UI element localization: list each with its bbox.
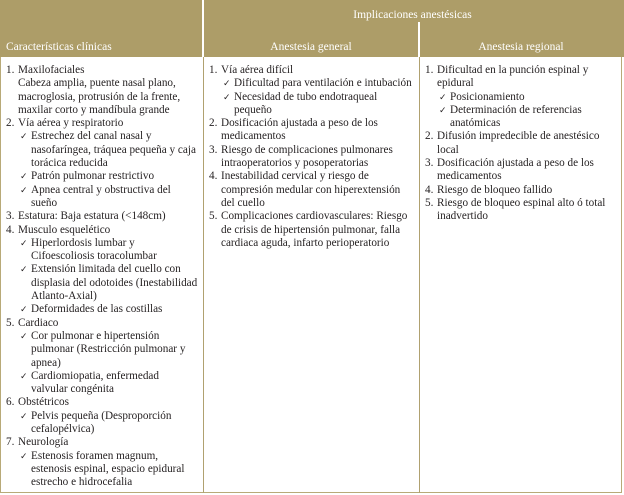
item-number: 4.: [425, 183, 434, 196]
sub-item: [6, 263, 198, 303]
item-text: Difusión impredecible de anestésico local: [437, 130, 600, 156]
item-number: 5.: [209, 210, 218, 223]
item-number: 7.: [6, 436, 15, 449]
item-number: 4.: [6, 223, 15, 236]
sub-item-text: Determinación de referencias anatómicas: [450, 103, 582, 130]
item-text: Vía aérea y respiratorio: [18, 117, 124, 130]
check-icon: ✓: [20, 304, 28, 315]
list-item: [6, 117, 198, 130]
check-icon: ✓: [20, 450, 28, 461]
list-item: [209, 144, 415, 171]
sub-item-text: Hiperlordosis lumbar y Cifoescoliosis toracolumbar: [31, 236, 157, 263]
item-text: Complicaciones cardiovasculares: Riesgo de crisis de hipertensión pulmonar, falla cardiaca aguda, infarto perioperatorio: [221, 210, 408, 249]
header-divider: [202, 0, 204, 57]
header-divider: [418, 22, 420, 57]
check-icon: ✓: [20, 237, 28, 248]
item-number: 2.: [425, 130, 434, 143]
check-icon: ✓: [20, 184, 28, 195]
list-item: [425, 184, 617, 197]
sub-item: [6, 170, 198, 183]
sub-item-text: Necesidad de tubo endotraqueal pequeño: [234, 90, 378, 116]
sub-item: [6, 330, 198, 370]
sub-item-text: Patrón pulmonar restrictivo: [31, 170, 155, 183]
check-icon: ✓: [20, 370, 28, 381]
list-item: [209, 210, 415, 250]
check-icon: ✓: [20, 171, 28, 182]
item-text: Vía aérea difícil: [221, 64, 294, 76]
item-text: Inestabilidad cervical y riesgo de compresión medular con hiperextensión del cuello: [221, 170, 401, 209]
header-regional: Anestesia regional: [478, 41, 564, 53]
item-text: Estatura: Baja estatura (<148cm): [18, 210, 166, 223]
check-icon: ✓: [20, 330, 28, 341]
item-text: Riesgo de bloqueo espinal alto ó total inadvertido: [437, 196, 606, 223]
column-divider: [203, 57, 204, 493]
sub-item: [6, 237, 198, 264]
sub-item: [209, 91, 415, 118]
item-number: 3.: [6, 210, 15, 223]
header-general: Anestesia general: [270, 41, 352, 53]
general-column: [209, 64, 415, 250]
item-text: Obstétricos: [18, 396, 69, 409]
item-number: 2.: [6, 117, 15, 130]
regional-column: [425, 64, 617, 224]
header-group-title: Implicaciones anestésicas: [353, 9, 472, 21]
check-icon: ✓: [223, 78, 231, 89]
check-icon: ✓: [20, 264, 28, 275]
list-item: [425, 157, 617, 184]
list-item: [6, 64, 198, 77]
sub-item-text: Pelvis pequeña (Desproporción cefalopélvica): [31, 409, 172, 436]
list-item: [6, 317, 198, 330]
sub-item-text: Cardiomiopatia, enfermedad valvular congénita: [31, 369, 159, 396]
item-number: 3.: [425, 157, 434, 170]
item-text: Dificultad en la punción espinal y epidural: [437, 64, 589, 90]
sub-item: [6, 184, 198, 211]
sub-item-text: Extensión limitada del cuello con displasia del odotoides (Inestabilidad Atlanto-Axial): [31, 263, 198, 303]
list-item: [425, 130, 617, 157]
item-number: 4.: [209, 170, 218, 183]
item-number: 2.: [209, 117, 218, 130]
sub-item: [6, 450, 198, 490]
sub-item-text: Apnea central y obstructiva del sueño: [31, 183, 171, 209]
item-number: 5.: [6, 316, 15, 329]
sub-item: [6, 303, 198, 316]
column-divider: [419, 57, 420, 493]
check-icon: ✓: [223, 91, 231, 102]
sub-item: [6, 130, 198, 170]
sub-item: [6, 370, 198, 397]
item-text: Neurología: [18, 436, 69, 449]
list-item: [209, 64, 415, 77]
item-note: Cabeza amplia, puente nasal plano, macroglosia, protrusión de la frente, maxilar corto y mandíbula grande: [18, 77, 181, 116]
list-item: [6, 436, 198, 449]
sub-item-text: Cor pulmonar e hipertensión pulmonar (Restricción pulmonar y apnea): [31, 329, 186, 369]
item-text: Maxilofaciales: [18, 64, 85, 76]
list-item: [209, 117, 415, 144]
item-number: 1.: [209, 64, 218, 76]
list-item: [6, 210, 198, 223]
sub-item: [209, 77, 415, 90]
item-text: Musculo esquelético: [18, 223, 111, 236]
sub-item-text: Estrechez del canal nasal y nasofaríngea, tráquea pequeña y caja torácica reducida: [31, 130, 196, 170]
item-number: 3.: [209, 143, 218, 156]
item-number: 1.: [425, 64, 434, 76]
item-number: 1.: [6, 64, 15, 76]
item-text: Riesgo de bloqueo fallido: [437, 183, 553, 196]
list-item: [6, 224, 198, 237]
item-number: 6.: [6, 396, 15, 409]
sub-item: [425, 91, 617, 104]
clinical-column: [6, 64, 198, 490]
item-text: Cardiaco: [18, 316, 59, 329]
item-number: 5.: [425, 196, 434, 209]
list-item: [425, 197, 617, 224]
list-item: [6, 396, 198, 409]
check-icon: ✓: [439, 104, 447, 115]
sub-item: [6, 410, 198, 437]
check-icon: ✓: [20, 410, 28, 421]
check-icon: ✓: [439, 91, 447, 102]
sub-item: [425, 104, 617, 131]
item-text: Riesgo de complicaciones pulmonares intraoperatorios y posoperatorias: [221, 143, 393, 170]
list-item: [425, 64, 617, 91]
sub-item-text: Estenosis foramen magnum, estenosis espinal, espacio epidural estrecho e hidrocefalia: [31, 449, 185, 489]
check-icon: ✓: [20, 131, 28, 142]
header-clinical: Características clínicas: [6, 41, 112, 53]
sub-item-text: Dificultad para ventilación e intubación: [234, 77, 412, 90]
sub-item-text: Posicionamiento: [450, 90, 525, 103]
list-item: [209, 170, 415, 210]
item-text: Dosificación ajustada a peso de los medicamentos: [437, 157, 594, 183]
item-text: Dosificación ajustada a peso de los medicamentos: [221, 117, 378, 143]
table-header: [0, 0, 624, 57]
sub-item-text: Deformidades de las costillas: [31, 303, 163, 316]
